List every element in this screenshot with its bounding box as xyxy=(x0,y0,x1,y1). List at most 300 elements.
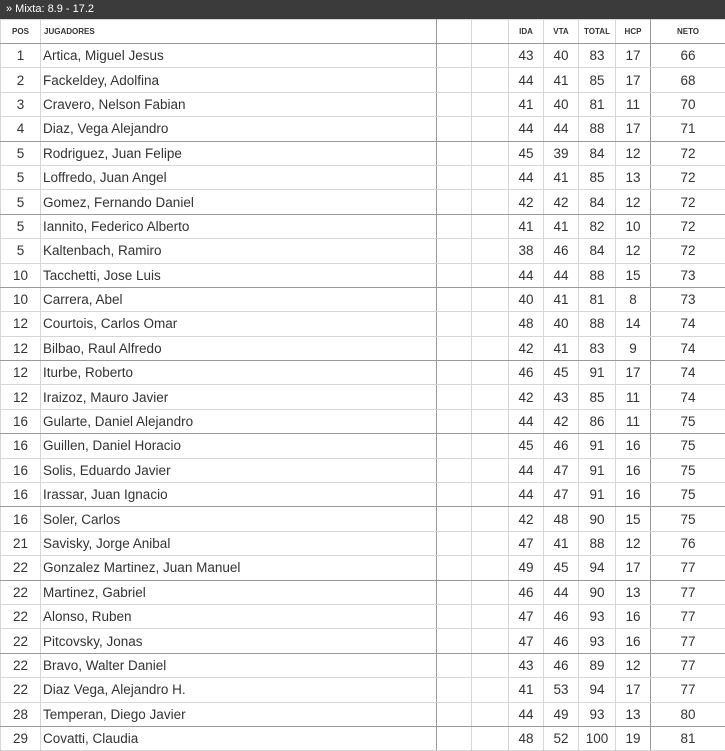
table-row xyxy=(1,556,725,580)
vta-cell: 44 xyxy=(544,580,579,604)
hcp-cell: 12 xyxy=(616,141,651,165)
pos-cell: 3 xyxy=(1,92,41,116)
player-name-cell: Irassar, Juan Ignacio xyxy=(41,483,437,507)
total-cell: 84 xyxy=(579,141,616,165)
neto-cell: 74 xyxy=(651,361,725,385)
ida-cell: 47 xyxy=(509,629,544,653)
blank-cell-2 xyxy=(472,239,509,263)
total-cell: 94 xyxy=(579,678,616,702)
blank-cell-2 xyxy=(472,44,509,68)
blank-cell-2 xyxy=(472,434,509,458)
player-name-cell: Iturbe, Roberto xyxy=(41,361,437,385)
total-cell: 88 xyxy=(579,117,616,141)
col-header-neto: NETO xyxy=(651,20,725,44)
ida-cell: 49 xyxy=(509,556,544,580)
total-cell: 84 xyxy=(579,190,616,214)
total-cell: 90 xyxy=(579,580,616,604)
neto-cell: 75 xyxy=(651,458,725,482)
total-cell: 86 xyxy=(579,409,616,433)
vta-cell: 41 xyxy=(544,336,579,360)
table-row xyxy=(1,165,725,189)
hcp-cell: 9 xyxy=(616,336,651,360)
neto-cell: 77 xyxy=(651,629,725,653)
ida-cell: 41 xyxy=(509,678,544,702)
player-name-cell: Diaz, Vega Alejandro xyxy=(41,117,437,141)
hcp-cell: 11 xyxy=(616,92,651,116)
pos-cell: 2 xyxy=(1,68,41,92)
player-name-cell: Solis, Eduardo Javier xyxy=(41,458,437,482)
neto-cell: 72 xyxy=(651,190,725,214)
neto-cell: 74 xyxy=(651,385,725,409)
total-cell: 93 xyxy=(579,604,616,628)
blank-cell-2 xyxy=(472,483,509,507)
pos-cell: 22 xyxy=(1,678,41,702)
blank-cell-1 xyxy=(437,361,472,385)
ida-cell: 44 xyxy=(509,409,544,433)
vta-cell: 41 xyxy=(544,165,579,189)
col-header-blank-1 xyxy=(437,20,472,44)
blank-cell-2 xyxy=(472,556,509,580)
blank-cell-1 xyxy=(437,165,472,189)
blank-cell-2 xyxy=(472,214,509,238)
hcp-cell: 19 xyxy=(616,726,651,750)
vta-cell: 40 xyxy=(544,92,579,116)
vta-cell: 42 xyxy=(544,190,579,214)
blank-cell-2 xyxy=(472,678,509,702)
blank-cell-1 xyxy=(437,336,472,360)
blank-cell-2 xyxy=(472,580,509,604)
blank-cell-1 xyxy=(437,385,472,409)
ida-cell: 38 xyxy=(509,239,544,263)
blank-cell-1 xyxy=(437,507,472,531)
player-name-cell: Diaz Vega, Alejandro H. xyxy=(41,678,437,702)
blank-cell-2 xyxy=(472,604,509,628)
blank-cell-1 xyxy=(437,117,472,141)
hcp-cell: 16 xyxy=(616,629,651,653)
blank-cell-1 xyxy=(437,312,472,336)
blank-cell-1 xyxy=(437,604,472,628)
player-name-cell: Iraizoz, Mauro Javier xyxy=(41,385,437,409)
neto-cell: 66 xyxy=(651,44,725,68)
leaderboard-table xyxy=(0,19,725,751)
blank-cell-2 xyxy=(472,287,509,311)
player-name-cell: Gularte, Daniel Alejandro xyxy=(41,409,437,433)
player-name-cell: Bilbao, Raul Alfredo xyxy=(41,336,437,360)
pos-cell: 12 xyxy=(1,361,41,385)
table-row xyxy=(1,434,725,458)
pos-cell: 12 xyxy=(1,312,41,336)
pos-cell: 16 xyxy=(1,409,41,433)
ida-cell: 47 xyxy=(509,531,544,555)
vta-cell: 46 xyxy=(544,629,579,653)
blank-cell-1 xyxy=(437,580,472,604)
table-row xyxy=(1,678,725,702)
total-cell: 83 xyxy=(579,44,616,68)
vta-cell: 44 xyxy=(544,117,579,141)
table-row xyxy=(1,483,725,507)
ida-cell: 44 xyxy=(509,458,544,482)
vta-cell: 47 xyxy=(544,483,579,507)
pos-cell: 1 xyxy=(1,44,41,68)
player-name-cell: Covatti, Claudia xyxy=(41,726,437,750)
blank-cell-2 xyxy=(472,336,509,360)
ida-cell: 41 xyxy=(509,214,544,238)
vta-cell: 39 xyxy=(544,141,579,165)
blank-cell-2 xyxy=(472,726,509,750)
blank-cell-1 xyxy=(437,141,472,165)
player-name-cell: Courtois, Carlos Omar xyxy=(41,312,437,336)
total-cell: 91 xyxy=(579,434,616,458)
hcp-cell: 12 xyxy=(616,531,651,555)
vta-cell: 46 xyxy=(544,434,579,458)
ida-cell: 46 xyxy=(509,580,544,604)
pos-cell: 5 xyxy=(1,141,41,165)
table-row xyxy=(1,190,725,214)
vta-cell: 45 xyxy=(544,361,579,385)
table-row xyxy=(1,141,725,165)
pos-cell: 5 xyxy=(1,165,41,189)
ida-cell: 44 xyxy=(509,483,544,507)
ida-cell: 45 xyxy=(509,434,544,458)
ida-cell: 42 xyxy=(509,190,544,214)
vta-cell: 42 xyxy=(544,409,579,433)
blank-cell-2 xyxy=(472,531,509,555)
blank-cell-2 xyxy=(472,190,509,214)
ida-cell: 42 xyxy=(509,385,544,409)
ida-cell: 43 xyxy=(509,653,544,677)
vta-cell: 43 xyxy=(544,385,579,409)
blank-cell-1 xyxy=(437,726,472,750)
pos-cell: 4 xyxy=(1,117,41,141)
neto-cell: 72 xyxy=(651,239,725,263)
blank-cell-2 xyxy=(472,507,509,531)
total-cell: 93 xyxy=(579,629,616,653)
total-cell: 90 xyxy=(579,507,616,531)
vta-cell: 41 xyxy=(544,214,579,238)
vta-cell: 40 xyxy=(544,44,579,68)
pos-cell: 12 xyxy=(1,336,41,360)
total-cell: 85 xyxy=(579,385,616,409)
blank-cell-1 xyxy=(437,239,472,263)
pos-cell: 29 xyxy=(1,726,41,750)
pos-cell: 22 xyxy=(1,580,41,604)
blank-cell-2 xyxy=(472,629,509,653)
player-name-cell: Pitcovsky, Jonas xyxy=(41,629,437,653)
blank-cell-2 xyxy=(472,385,509,409)
table-row xyxy=(1,507,725,531)
hcp-cell: 17 xyxy=(616,556,651,580)
neto-cell: 72 xyxy=(651,141,725,165)
table-row xyxy=(1,263,725,287)
ida-cell: 45 xyxy=(509,141,544,165)
table-row xyxy=(1,604,725,628)
ida-cell: 44 xyxy=(509,263,544,287)
ida-cell: 42 xyxy=(509,507,544,531)
total-cell: 85 xyxy=(579,68,616,92)
total-cell: 88 xyxy=(579,531,616,555)
blank-cell-2 xyxy=(472,68,509,92)
hcp-cell: 16 xyxy=(616,458,651,482)
blank-cell-2 xyxy=(472,165,509,189)
pos-cell: 16 xyxy=(1,458,41,482)
table-row xyxy=(1,361,725,385)
total-cell: 83 xyxy=(579,336,616,360)
pos-cell: 16 xyxy=(1,483,41,507)
vta-cell: 41 xyxy=(544,287,579,311)
vta-cell: 41 xyxy=(544,531,579,555)
pos-cell: 22 xyxy=(1,604,41,628)
blank-cell-2 xyxy=(472,141,509,165)
neto-cell: 73 xyxy=(651,263,725,287)
player-name-cell: Alonso, Ruben xyxy=(41,604,437,628)
table-row xyxy=(1,385,725,409)
table-row xyxy=(1,458,725,482)
blank-cell-1 xyxy=(437,190,472,214)
blank-cell-1 xyxy=(437,214,472,238)
total-cell: 85 xyxy=(579,165,616,189)
blank-cell-1 xyxy=(437,556,472,580)
neto-cell: 73 xyxy=(651,287,725,311)
vta-cell: 40 xyxy=(544,312,579,336)
pos-cell: 21 xyxy=(1,531,41,555)
vta-cell: 44 xyxy=(544,263,579,287)
neto-cell: 77 xyxy=(651,604,725,628)
pos-cell: 16 xyxy=(1,434,41,458)
neto-cell: 77 xyxy=(651,580,725,604)
blank-cell-1 xyxy=(437,483,472,507)
neto-cell: 72 xyxy=(651,165,725,189)
hcp-cell: 13 xyxy=(616,580,651,604)
neto-cell: 72 xyxy=(651,214,725,238)
blank-cell-1 xyxy=(437,68,472,92)
blank-cell-2 xyxy=(472,409,509,433)
neto-cell: 76 xyxy=(651,531,725,555)
player-name-cell: Bravo, Walter Daniel xyxy=(41,653,437,677)
blank-cell-2 xyxy=(472,92,509,116)
table-row xyxy=(1,239,725,263)
vta-cell: 47 xyxy=(544,458,579,482)
player-name-cell: Fackeldey, Adolfina xyxy=(41,68,437,92)
ida-cell: 44 xyxy=(509,165,544,189)
col-header-pos: POS xyxy=(1,20,41,44)
total-cell: 89 xyxy=(579,653,616,677)
total-cell: 100 xyxy=(579,726,616,750)
ida-cell: 42 xyxy=(509,336,544,360)
ida-cell: 41 xyxy=(509,92,544,116)
ida-cell: 48 xyxy=(509,312,544,336)
hcp-cell: 16 xyxy=(616,434,651,458)
vta-cell: 46 xyxy=(544,604,579,628)
hcp-cell: 17 xyxy=(616,678,651,702)
pos-cell: 5 xyxy=(1,239,41,263)
hcp-cell: 17 xyxy=(616,117,651,141)
blank-cell-2 xyxy=(472,702,509,726)
vta-cell: 52 xyxy=(544,726,579,750)
table-row xyxy=(1,117,725,141)
neto-cell: 77 xyxy=(651,653,725,677)
blank-cell-1 xyxy=(437,409,472,433)
player-name-cell: Temperan, Diego Javier xyxy=(41,702,437,726)
neto-cell: 77 xyxy=(651,678,725,702)
leaderboard-body xyxy=(1,44,725,751)
hcp-cell: 16 xyxy=(616,483,651,507)
neto-cell: 68 xyxy=(651,68,725,92)
neto-cell: 74 xyxy=(651,336,725,360)
blank-cell-1 xyxy=(437,653,472,677)
vta-cell: 48 xyxy=(544,507,579,531)
table-row xyxy=(1,44,725,68)
category-title-bar: » Mixta: 8.9 - 17.2 xyxy=(0,0,725,19)
total-cell: 91 xyxy=(579,361,616,385)
table-row xyxy=(1,312,725,336)
blank-cell-2 xyxy=(472,117,509,141)
total-cell: 91 xyxy=(579,458,616,482)
player-name-cell: Rodriguez, Juan Felipe xyxy=(41,141,437,165)
hcp-cell: 12 xyxy=(616,190,651,214)
total-cell: 84 xyxy=(579,239,616,263)
table-header-row xyxy=(1,20,725,44)
hcp-cell: 14 xyxy=(616,312,651,336)
table-row xyxy=(1,702,725,726)
hcp-cell: 12 xyxy=(616,239,651,263)
pos-cell: 5 xyxy=(1,190,41,214)
player-name-cell: Loffredo, Juan Angel xyxy=(41,165,437,189)
player-name-cell: Gonzalez Martinez, Juan Manuel xyxy=(41,556,437,580)
neto-cell: 70 xyxy=(651,92,725,116)
pos-cell: 10 xyxy=(1,263,41,287)
player-name-cell: Guillen, Daniel Horacio xyxy=(41,434,437,458)
neto-cell: 80 xyxy=(651,702,725,726)
total-cell: 94 xyxy=(579,556,616,580)
pos-cell: 22 xyxy=(1,556,41,580)
total-cell: 91 xyxy=(579,483,616,507)
col-header-total: TOTAL xyxy=(579,20,616,44)
hcp-cell: 17 xyxy=(616,361,651,385)
pos-cell: 28 xyxy=(1,702,41,726)
vta-cell: 45 xyxy=(544,556,579,580)
blank-cell-1 xyxy=(437,263,472,287)
neto-cell: 71 xyxy=(651,117,725,141)
total-cell: 88 xyxy=(579,312,616,336)
table-row xyxy=(1,580,725,604)
hcp-cell: 12 xyxy=(616,653,651,677)
blank-cell-1 xyxy=(437,434,472,458)
hcp-cell: 13 xyxy=(616,702,651,726)
blank-cell-2 xyxy=(472,263,509,287)
table-row xyxy=(1,629,725,653)
neto-cell: 81 xyxy=(651,726,725,750)
total-cell: 81 xyxy=(579,92,616,116)
blank-cell-2 xyxy=(472,312,509,336)
hcp-cell: 16 xyxy=(616,604,651,628)
table-row xyxy=(1,653,725,677)
ida-cell: 46 xyxy=(509,361,544,385)
pos-cell: 22 xyxy=(1,653,41,677)
player-name-cell: Artica, Miguel Jesus xyxy=(41,44,437,68)
blank-cell-1 xyxy=(437,44,472,68)
table-row xyxy=(1,409,725,433)
col-header-blank-2 xyxy=(472,20,509,44)
col-header-ida: IDA xyxy=(509,20,544,44)
ida-cell: 44 xyxy=(509,68,544,92)
total-cell: 88 xyxy=(579,263,616,287)
table-row xyxy=(1,68,725,92)
hcp-cell: 11 xyxy=(616,409,651,433)
blank-cell-1 xyxy=(437,629,472,653)
player-name-cell: Tacchetti, Jose Luis xyxy=(41,263,437,287)
vta-cell: 53 xyxy=(544,678,579,702)
player-name-cell: Martinez, Gabriel xyxy=(41,580,437,604)
pos-cell: 5 xyxy=(1,214,41,238)
col-header-vta: VTA xyxy=(544,20,579,44)
blank-cell-2 xyxy=(472,458,509,482)
ida-cell: 44 xyxy=(509,117,544,141)
vta-cell: 49 xyxy=(544,702,579,726)
blank-cell-1 xyxy=(437,531,472,555)
table-row xyxy=(1,336,725,360)
blank-cell-1 xyxy=(437,458,472,482)
player-name-cell: Soler, Carlos xyxy=(41,507,437,531)
ida-cell: 40 xyxy=(509,287,544,311)
hcp-cell: 8 xyxy=(616,287,651,311)
neto-cell: 74 xyxy=(651,312,725,336)
player-name-cell: Kaltenbach, Ramiro xyxy=(41,239,437,263)
vta-cell: 46 xyxy=(544,653,579,677)
player-name-cell: Cravero, Nelson Fabian xyxy=(41,92,437,116)
pos-cell: 16 xyxy=(1,507,41,531)
pos-cell: 12 xyxy=(1,385,41,409)
ida-cell: 43 xyxy=(509,44,544,68)
blank-cell-1 xyxy=(437,702,472,726)
player-name-cell: Carrera, Abel xyxy=(41,287,437,311)
hcp-cell: 11 xyxy=(616,385,651,409)
hcp-cell: 17 xyxy=(616,68,651,92)
neto-cell: 75 xyxy=(651,434,725,458)
neto-cell: 75 xyxy=(651,409,725,433)
total-cell: 82 xyxy=(579,214,616,238)
hcp-cell: 15 xyxy=(616,507,651,531)
ida-cell: 44 xyxy=(509,702,544,726)
vta-cell: 46 xyxy=(544,239,579,263)
neto-cell: 75 xyxy=(651,483,725,507)
blank-cell-2 xyxy=(472,653,509,677)
player-name-cell: Iannito, Federico Alberto xyxy=(41,214,437,238)
neto-cell: 75 xyxy=(651,507,725,531)
table-row xyxy=(1,287,725,311)
blank-cell-1 xyxy=(437,678,472,702)
col-header-jugadores: JUGADORES xyxy=(41,20,437,44)
table-row xyxy=(1,214,725,238)
table-row xyxy=(1,726,725,750)
hcp-cell: 13 xyxy=(616,165,651,189)
table-row xyxy=(1,92,725,116)
table-row xyxy=(1,531,725,555)
ida-cell: 47 xyxy=(509,604,544,628)
neto-cell: 77 xyxy=(651,556,725,580)
player-name-cell: Gomez, Fernando Daniel xyxy=(41,190,437,214)
blank-cell-2 xyxy=(472,361,509,385)
total-cell: 81 xyxy=(579,287,616,311)
total-cell: 93 xyxy=(579,702,616,726)
blank-cell-1 xyxy=(437,287,472,311)
player-name-cell: Savisky, Jorge Anibal xyxy=(41,531,437,555)
hcp-cell: 15 xyxy=(616,263,651,287)
hcp-cell: 10 xyxy=(616,214,651,238)
pos-cell: 22 xyxy=(1,629,41,653)
vta-cell: 41 xyxy=(544,68,579,92)
pos-cell: 10 xyxy=(1,287,41,311)
ida-cell: 48 xyxy=(509,726,544,750)
